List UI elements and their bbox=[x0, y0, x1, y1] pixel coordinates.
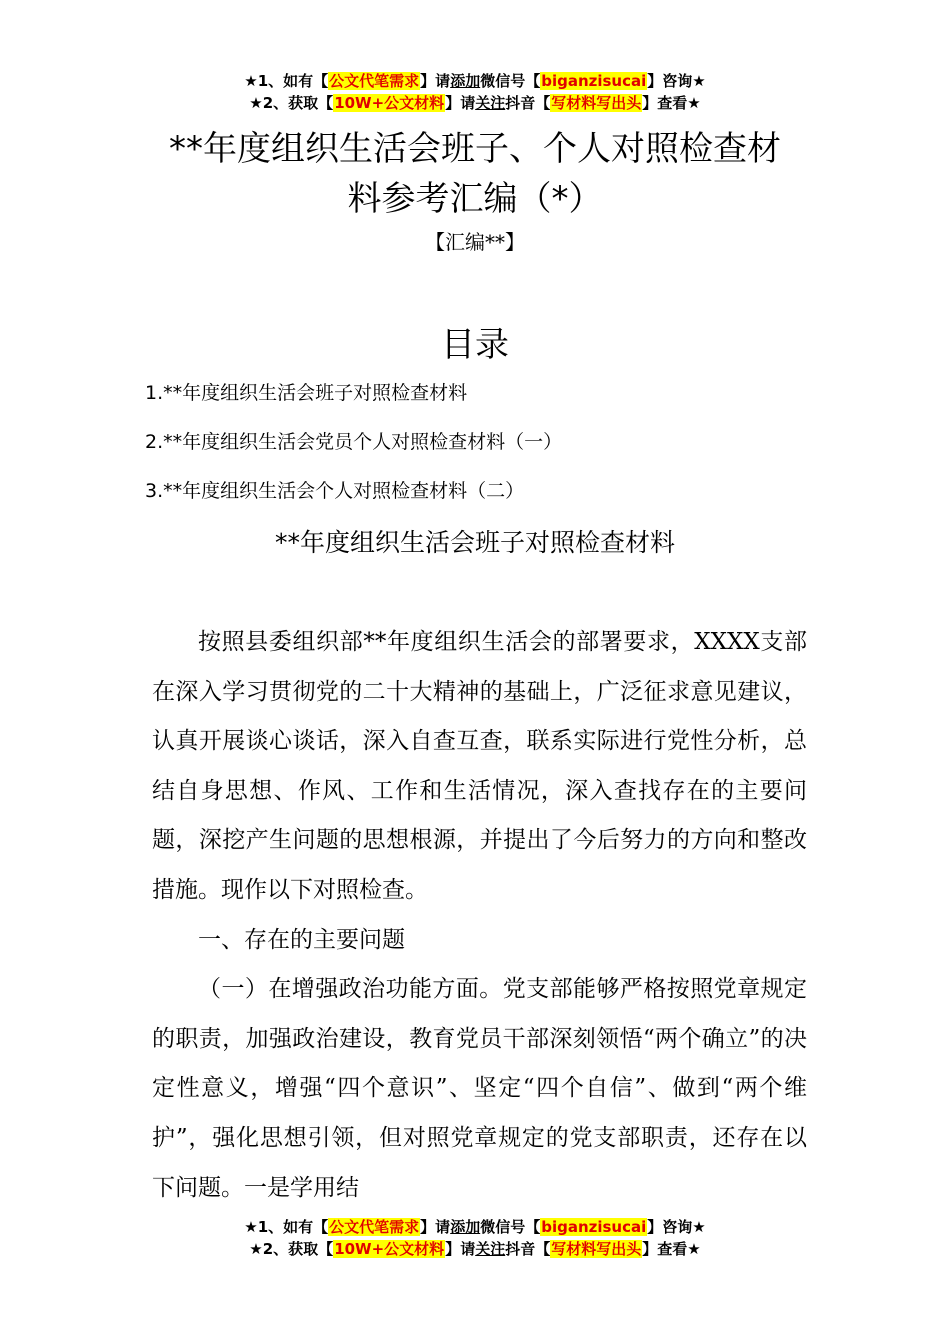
promo-text: 】请 bbox=[445, 94, 476, 112]
promo-text: 】请 bbox=[445, 1240, 476, 1258]
promo-text: 抖音【 bbox=[505, 1240, 551, 1258]
promo-highlight: 公文代笔需求 bbox=[329, 72, 420, 90]
document-title-line-2: 料参考汇编（*） bbox=[347, 179, 603, 219]
body-paragraph: （一）在增强政治功能方面。党支部能够严格按照党章规定的职责，加强政治建设，教育党员干部深刻领悟“两个确立”的决定性意义，增强“四个意识”、坚定“四个自信”、做到“两个维护”，强化思想引领，但对照党章规定的党支部职责，还存在以下问题。一是学用结 bbox=[152, 976, 807, 1201]
document-body bbox=[152, 618, 807, 1213]
body-heading: 一、存在的主要问题 bbox=[198, 926, 405, 953]
promo-text: 】查看★ bbox=[642, 94, 701, 112]
promo-text: ★1、如有【 bbox=[244, 72, 329, 90]
document-subtitle: 【汇编**】 bbox=[425, 230, 525, 254]
promo-line-1 bbox=[0, 1216, 950, 1238]
promo-underline: 添加 bbox=[450, 72, 481, 90]
body-paragraph: 按照县委组织部**年度组织生活会的部署要求，XXXX支部在深入学习贯彻党的二十大精神的基础上，广泛征求意见建议，认真开展谈心谈话，深入自查互查，联系实际进行党性分析，总结自身思想、作风、工作和生活情况，深入查找存在的主要问题，深挖产生问题的思想根源，并提出了今后努力的方向和整改措施。现作以下对照检查。 bbox=[152, 629, 807, 903]
promo-text: 微信号【 bbox=[480, 72, 541, 90]
toc-item[interactable]: 2.**年度组织生活会党员个人对照检查材料（一） bbox=[145, 431, 563, 453]
promo-wechat-id: biganzisucai bbox=[541, 72, 647, 90]
promo-underline: 关注 bbox=[475, 94, 506, 112]
toc-item[interactable]: 3.**年度组织生活会个人对照检查材料（二） bbox=[145, 480, 525, 502]
toc-item[interactable]: 1.**年度组织生活会班子对照检查材料 bbox=[145, 382, 468, 404]
promo-wechat-id: biganzisucai bbox=[541, 1218, 647, 1236]
promo-highlight: 10W+公文材料 bbox=[334, 1240, 445, 1258]
promo-line-2 bbox=[0, 1238, 950, 1260]
promo-text: ★1、如有【 bbox=[244, 1218, 329, 1236]
promo-text: 】咨询★ bbox=[647, 72, 706, 90]
promo-text: ★2、获取【 bbox=[249, 94, 334, 112]
promo-text: 微信号【 bbox=[480, 1218, 541, 1236]
promo-highlight: 10W+公文材料 bbox=[334, 94, 445, 112]
toc-heading: 目录 bbox=[441, 325, 509, 365]
promo-highlight: 公文代笔需求 bbox=[329, 1218, 420, 1236]
table-of-contents bbox=[145, 377, 562, 524]
promo-line-2 bbox=[0, 92, 950, 114]
promo-text: 】咨询★ bbox=[647, 1218, 706, 1236]
promo-douyin-id: 写材料写出头 bbox=[551, 94, 642, 112]
promo-banner-top bbox=[0, 70, 950, 114]
document-title-line-1: **年度组织生活会班子、个人对照检查材 bbox=[169, 129, 781, 169]
promo-text: 抖音【 bbox=[505, 94, 551, 112]
document-title bbox=[0, 124, 950, 224]
promo-underline: 关注 bbox=[475, 1240, 506, 1258]
promo-text: 】请 bbox=[420, 72, 451, 90]
promo-text: ★2、获取【 bbox=[249, 1240, 334, 1258]
promo-text: 】查看★ bbox=[642, 1240, 701, 1258]
promo-underline: 添加 bbox=[450, 1218, 481, 1236]
promo-line-1 bbox=[0, 70, 950, 92]
promo-text: 】请 bbox=[420, 1218, 451, 1236]
promo-banner-bottom bbox=[0, 1216, 950, 1260]
section-title: **年度组织生活会班子对照检查材料 bbox=[274, 528, 675, 557]
promo-douyin-id: 写材料写出头 bbox=[551, 1240, 642, 1258]
